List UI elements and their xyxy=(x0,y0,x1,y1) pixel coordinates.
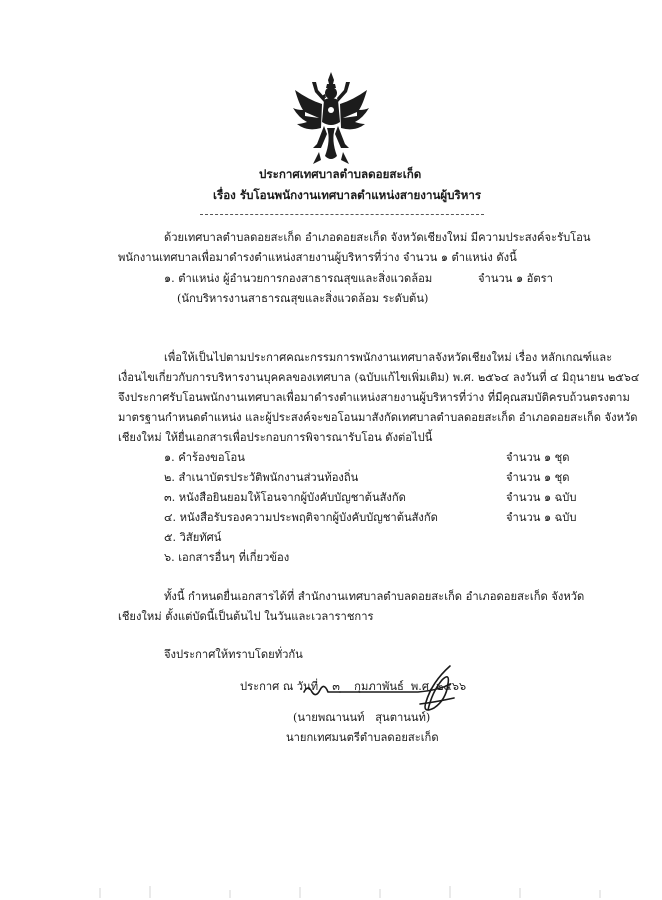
position-count: จำนวน ๑ อัตรา xyxy=(478,272,553,285)
body-line: จึงประกาศรับโอนพนักงานเทศบาลเพื่อมาดำรงตำแหน่งสายงานผู้บริหารที่ว่าง ที่มีคุณสมบัติครบถ้วนตรงตาม xyxy=(118,391,630,404)
position-note: (นักบริหารงานสาธารณสุขและสิ่งแวดล้อม ระดับต้น) xyxy=(177,292,429,305)
body-line: เชียงใหม่ ให้ยื่นเอกสารเพื่อประกอบการพิจารณารับโอน ดังต่อไปนี้ xyxy=(118,431,433,444)
body-line: เพื่อให้เป็นไปตามประกาศคณะกรรมการพนักงานเทศบาลจังหวัดเชียงใหม่ เรื่อง หลักเกณฑ์และ xyxy=(164,351,613,364)
document-item-label: ๕. วิสัยทัศน์ xyxy=(164,531,222,544)
signer-title: นายกเทศมนตรีตำบลดอยสะเก็ด xyxy=(286,731,439,744)
closing-statement: จึงประกาศให้ทราบโดยทั่วกัน xyxy=(164,648,303,661)
position-item: ๑. ตำแหน่ง ผู้อำนวยการกองสาธารณสุขและสิ่งแวดล้อม xyxy=(164,272,433,285)
body-line: เงื่อนไขเกี่ยวกับการบริหารงานบุคคลของเทศบาล (ฉบับแก้ไขเพิ่มเติม) พ.ศ. ๒๕๖๔ ลงวันที่ ๔ มิถุนายน ๒๕๖๔ xyxy=(118,371,640,384)
garuda-emblem-icon xyxy=(291,70,371,166)
deadline-line-2: เชียงใหม่ ตั้งแต่บัดนี้เป็นต้นไป ในวันและเวลาราชการ xyxy=(118,610,374,623)
title-divider xyxy=(200,214,484,215)
document-item-count: จำนวน ๑ ชุด xyxy=(506,471,570,484)
announcement-title: ประกาศเทศบาลตำบลดอยสะเก็ด xyxy=(259,167,422,181)
intro-line-1: ด้วยเทศบาลตำบลดอยสะเก็ด อำเภอดอยสะเก็ด จังหวัดเชียงใหม่ มีความประสงค์จะรับโอน xyxy=(164,231,591,244)
signer-name: (นายพณานนท์ สุนตานนท์) xyxy=(293,711,431,724)
document-item-count: จำนวน ๑ ฉบับ xyxy=(506,511,577,524)
document-item-count: จำนวน ๑ ชุด xyxy=(506,451,570,464)
document-item-label: ๖. เอกสารอื่นๆ ที่เกี่ยวข้อง xyxy=(164,551,290,564)
intro-line-2: พนักงานเทศบาลเพื่อมาดำรงตำแหน่งสายงานผู้บริหารที่ว่าง จำนวน ๑ ตำแหน่ง ดังนี้ xyxy=(118,251,517,264)
document-item-label: ๒. สำเนาบัตรประวัติพนักงานส่วนท้องถิ่น xyxy=(164,471,359,484)
document-item-count: จำนวน ๑ ฉบับ xyxy=(506,491,577,504)
announcement-subject: เรื่อง รับโอนพนักงานเทศบาลตำแหน่งสายงานผู้บริหาร xyxy=(213,188,482,202)
document-item-label: ๔. หนังสือรับรองความประพฤติจากผู้บังคับบัญชาต้นสังกัด xyxy=(164,511,438,524)
announcement-date: ประกาศ ณ วันที่ ๓ กุมภาพันธ์ พ.ศ. ๒๕๖๖ xyxy=(240,680,467,693)
body-line: มาตรฐานกำหนดตำแหน่ง และผู้ประสงค์จะขอโอนมาสังกัดเทศบาลตำบลดอยสะเก็ด อำเภอดอยสะเก็ด จังหวัด xyxy=(118,411,638,424)
scan-artifact xyxy=(0,882,662,900)
document-item-label: ๓. หนังสือยินยอมให้โอนจากผู้บังคับบัญชาต้นสังกัด xyxy=(164,491,406,504)
deadline-line-1: ทั้งนี้ กำหนดยื่นเอกสารได้ที่ สำนักงานเทศบาลตำบลดอยสะเก็ด อำเภอดอยสะเก็ด จังหวัด xyxy=(164,590,585,603)
document-item-label: ๑. คำร้องขอโอน xyxy=(164,451,245,464)
